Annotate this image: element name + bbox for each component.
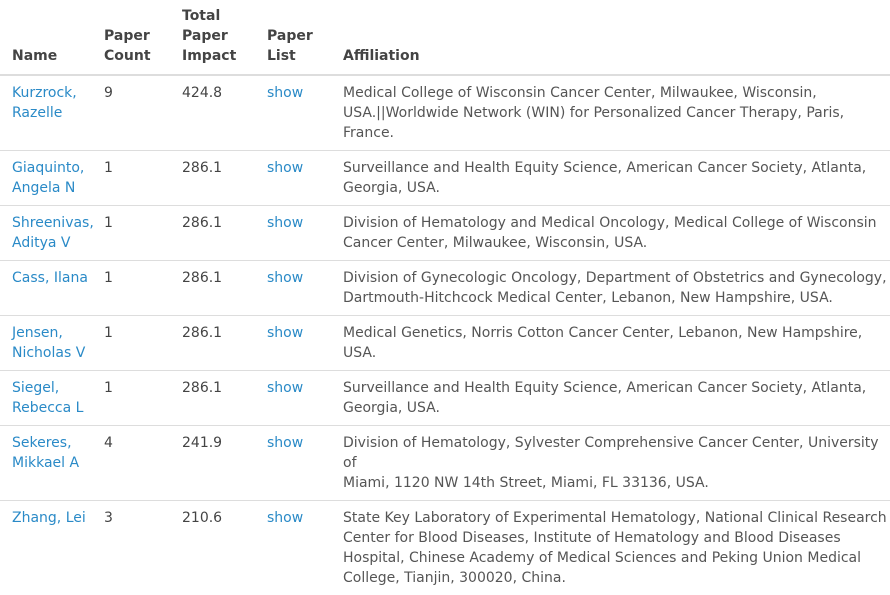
- author-name-link[interactable]: [12, 325, 85, 361]
- cell-paper-list: [255, 261, 332, 316]
- table-row: [0, 75, 890, 151]
- header-total-paper-impact[interactable]: [170, 0, 255, 75]
- table-header: [0, 0, 890, 75]
- paper-count-value: 9: [104, 85, 113, 101]
- affiliation-line: Dartmouth-Hitchcock Medical Center, Lebanon, New Hampshire, USA.: [343, 290, 833, 306]
- cell-affiliation: [332, 501, 890, 595]
- table-row: [0, 206, 890, 261]
- cell-name: [0, 371, 92, 426]
- show-paper-list-link[interactable]: show: [267, 435, 303, 451]
- cell-paper-count: [92, 316, 170, 371]
- author-name-line: Nicholas V: [12, 345, 85, 361]
- header-line: Paper: [182, 28, 228, 44]
- cell-affiliation: [332, 371, 890, 426]
- author-name-line: Mikkael A: [12, 455, 79, 471]
- table-body: [0, 75, 890, 595]
- show-paper-list-link[interactable]: show: [267, 510, 303, 526]
- author-name-line: Kurzrock,: [12, 85, 77, 101]
- header-line: List: [267, 48, 296, 64]
- author-name-link[interactable]: [12, 270, 88, 286]
- cell-name: [0, 151, 92, 206]
- author-name-link[interactable]: [12, 85, 77, 121]
- author-name-line: Sekeres,: [12, 435, 72, 451]
- author-name-line: Zhang, Lei: [12, 510, 86, 526]
- affiliation-line: USA.: [343, 345, 376, 361]
- table-row: [0, 261, 890, 316]
- header-affiliation-label: Affiliation: [343, 48, 420, 64]
- paper-count-value: 1: [104, 215, 113, 231]
- total-paper-impact-value: 286.1: [182, 325, 222, 341]
- affiliation-line: State Key Laboratory of Experimental Hematology, National Clinical Research: [343, 510, 887, 526]
- author-name-line: Giaquinto,: [12, 160, 84, 176]
- author-name-line: Rebecca L: [12, 400, 83, 416]
- cell-paper-list: [255, 316, 332, 371]
- paper-count-value: 1: [104, 325, 113, 341]
- header-paper-count[interactable]: [92, 0, 170, 75]
- show-paper-list-link[interactable]: show: [267, 380, 303, 396]
- author-name-link[interactable]: [12, 215, 94, 251]
- header-row: [0, 0, 890, 75]
- cell-total-paper-impact: [170, 261, 255, 316]
- affiliation-line: Miami, 1120 NW 14th Street, Miami, FL 33136, USA.: [343, 475, 709, 491]
- cell-total-paper-impact: [170, 371, 255, 426]
- affiliation-line: Medical College of Wisconsin Cancer Center, Milwaukee, Wisconsin,: [343, 85, 817, 101]
- cell-paper-count: [92, 151, 170, 206]
- header-name-label: Name: [12, 48, 57, 64]
- total-paper-impact-value: 424.8: [182, 85, 222, 101]
- affiliation-line: College, Tianjin, 300020, China.: [343, 570, 566, 586]
- header-line: Count: [104, 48, 151, 64]
- cell-paper-list: [255, 501, 332, 595]
- cell-total-paper-impact: [170, 426, 255, 501]
- show-paper-list-link[interactable]: show: [267, 270, 303, 286]
- show-paper-list-link[interactable]: show: [267, 325, 303, 341]
- affiliation-line: Center for Blood Diseases, Institute of Hematology and Blood Diseases: [343, 530, 841, 546]
- affiliation-line: Surveillance and Health Equity Science, American Cancer Society, Atlanta,: [343, 160, 866, 176]
- cell-paper-list: [255, 75, 332, 151]
- affiliation-line: France.: [343, 125, 394, 141]
- cell-affiliation: [332, 151, 890, 206]
- header-paper-list[interactable]: [255, 0, 332, 75]
- table-row: [0, 501, 890, 595]
- header-line: Impact: [182, 48, 236, 64]
- paper-count-value: 4: [104, 435, 113, 451]
- cell-name: [0, 316, 92, 371]
- paper-count-value: 3: [104, 510, 113, 526]
- cell-affiliation: [332, 316, 890, 371]
- cell-name: [0, 75, 92, 151]
- author-name-link[interactable]: [12, 435, 79, 471]
- cell-paper-list: [255, 206, 332, 261]
- cell-affiliation: [332, 75, 890, 151]
- header-line: Total: [182, 8, 220, 24]
- author-name-line: Cass, Ilana: [12, 270, 88, 286]
- cell-paper-count: [92, 75, 170, 151]
- cell-paper-count: [92, 206, 170, 261]
- cell-total-paper-impact: [170, 501, 255, 595]
- affiliation-line: Division of Hematology, Sylvester Comprehensive Cancer Center, University of: [343, 435, 879, 471]
- paper-count-value: 1: [104, 380, 113, 396]
- total-paper-impact-value: 286.1: [182, 215, 222, 231]
- cell-paper-count: [92, 501, 170, 595]
- cell-name: [0, 261, 92, 316]
- affiliation-line: Surveillance and Health Equity Science, American Cancer Society, Atlanta,: [343, 380, 866, 396]
- author-name-link[interactable]: [12, 160, 84, 196]
- author-name-line: Angela N: [12, 180, 75, 196]
- affiliation-line: Georgia, USA.: [343, 400, 440, 416]
- total-paper-impact-value: 286.1: [182, 380, 222, 396]
- table-row: [0, 151, 890, 206]
- show-paper-list-link[interactable]: show: [267, 160, 303, 176]
- cell-name: [0, 501, 92, 595]
- header-line: Paper: [104, 28, 150, 44]
- cell-paper-count: [92, 426, 170, 501]
- cell-total-paper-impact: [170, 75, 255, 151]
- author-name-link[interactable]: [12, 510, 86, 526]
- total-paper-impact-value: 286.1: [182, 270, 222, 286]
- cell-name: [0, 206, 92, 261]
- table-row: [0, 371, 890, 426]
- affiliation-line: USA.||Worldwide Network (WIN) for Personalized Cancer Therapy, Paris,: [343, 105, 844, 121]
- total-paper-impact-value: 210.6: [182, 510, 222, 526]
- affiliation-line: Medical Genetics, Norris Cotton Cancer Center, Lebanon, New Hampshire,: [343, 325, 862, 341]
- affiliation-line: Cancer Center, Milwaukee, Wisconsin, USA.: [343, 235, 647, 251]
- show-paper-list-link[interactable]: show: [267, 85, 303, 101]
- header-affiliation[interactable]: [332, 0, 890, 75]
- cell-total-paper-impact: [170, 206, 255, 261]
- cell-affiliation: [332, 206, 890, 261]
- show-paper-list-link[interactable]: show: [267, 215, 303, 231]
- paper-count-value: 1: [104, 160, 113, 176]
- header-line: Paper: [267, 28, 313, 44]
- cell-name: [0, 426, 92, 501]
- affiliation-line: Division of Hematology and Medical Oncology, Medical College of Wisconsin: [343, 215, 877, 231]
- author-name-line: Aditya V: [12, 235, 71, 251]
- paper-count-value: 1: [104, 270, 113, 286]
- cell-total-paper-impact: [170, 151, 255, 206]
- affiliation-line: Georgia, USA.: [343, 180, 440, 196]
- total-paper-impact-value: 286.1: [182, 160, 222, 176]
- author-name-line: Razelle: [12, 105, 62, 121]
- cell-paper-list: [255, 151, 332, 206]
- author-name-line: Siegel,: [12, 380, 59, 396]
- table-row: [0, 426, 890, 501]
- cell-total-paper-impact: [170, 316, 255, 371]
- author-name-line: Jensen,: [12, 325, 63, 341]
- header-name[interactable]: [0, 0, 92, 75]
- total-paper-impact-value: 241.9: [182, 435, 222, 451]
- affiliation-line: Division of Gynecologic Oncology, Department of Obstetrics and Gynecology,: [343, 270, 887, 286]
- cell-paper-list: [255, 371, 332, 426]
- author-name-line: Shreenivas,: [12, 215, 94, 231]
- table-row: [0, 316, 890, 371]
- cell-paper-count: [92, 371, 170, 426]
- cell-affiliation: [332, 261, 890, 316]
- cell-affiliation: [332, 426, 890, 501]
- cell-paper-list: [255, 426, 332, 501]
- author-name-link[interactable]: [12, 380, 83, 416]
- cell-paper-count: [92, 261, 170, 316]
- affiliation-line: Hospital, Chinese Academy of Medical Sciences and Peking Union Medical: [343, 550, 861, 566]
